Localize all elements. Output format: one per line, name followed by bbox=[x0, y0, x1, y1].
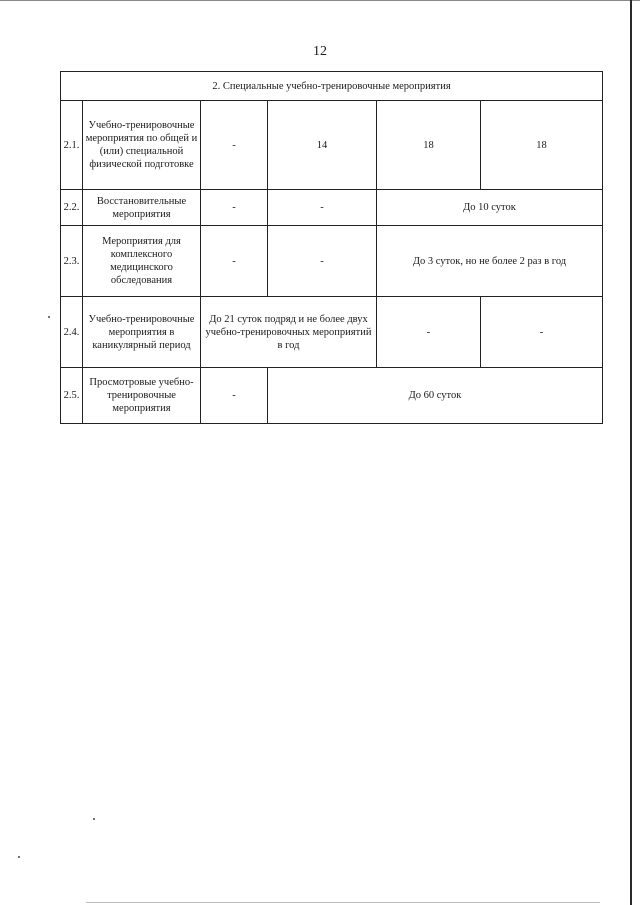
section-title: 2. Специальные учебно-тренировочные мероприятия bbox=[61, 72, 603, 101]
scan-speck bbox=[18, 856, 20, 858]
row-merged-cell: До 60 суток bbox=[268, 368, 603, 424]
table-section-header-row bbox=[61, 72, 603, 101]
row-cell: - bbox=[201, 368, 268, 424]
scan-speck bbox=[93, 818, 95, 820]
row-cell: - bbox=[201, 190, 268, 226]
row-cell: - bbox=[268, 226, 377, 297]
table-row bbox=[61, 101, 603, 190]
row-number: 2.2. bbox=[61, 190, 83, 226]
row-cell: - bbox=[268, 190, 377, 226]
table-row bbox=[61, 226, 603, 297]
scan-speck bbox=[48, 316, 50, 318]
row-merged-cell: До 10 суток bbox=[377, 190, 603, 226]
training-events-table bbox=[60, 71, 603, 424]
row-event-name: Восстановительные мероприятия bbox=[83, 190, 201, 226]
row-event-name: Просмотровые учебно-тренировочные мероприятия bbox=[83, 368, 201, 424]
row-cell: - bbox=[201, 101, 268, 190]
table-row bbox=[61, 297, 603, 368]
row-number: 2.3. bbox=[61, 226, 83, 297]
row-cell: 18 bbox=[481, 101, 603, 190]
row-cell: 14 bbox=[268, 101, 377, 190]
row-merged-cell: До 21 суток подряд и не более двух учебно-тренировочных мероприятий в год bbox=[201, 297, 377, 368]
row-merged-cell: До 3 суток, но не более 2 раз в год bbox=[377, 226, 603, 297]
row-cell: - bbox=[201, 226, 268, 297]
row-number: 2.5. bbox=[61, 368, 83, 424]
scan-edge-bottom bbox=[86, 902, 600, 903]
row-cell: 18 bbox=[377, 101, 481, 190]
scan-edge-top bbox=[0, 0, 640, 1]
row-cell: - bbox=[481, 297, 603, 368]
row-event-name: Мероприятия для комплексного медицинского обследования bbox=[83, 226, 201, 297]
row-number: 2.4. bbox=[61, 297, 83, 368]
row-cell: - bbox=[377, 297, 481, 368]
row-number: 2.1. bbox=[61, 101, 83, 190]
page-number: 12 bbox=[313, 44, 327, 59]
table-row bbox=[61, 368, 603, 424]
row-event-name: Учебно-тренировочные мероприятия в каникулярный период bbox=[83, 297, 201, 368]
scan-edge-right bbox=[630, 0, 632, 905]
table-row bbox=[61, 190, 603, 226]
row-event-name: Учебно-тренировочные мероприятия по общей и (или) специальной физической подготовке bbox=[83, 101, 201, 190]
